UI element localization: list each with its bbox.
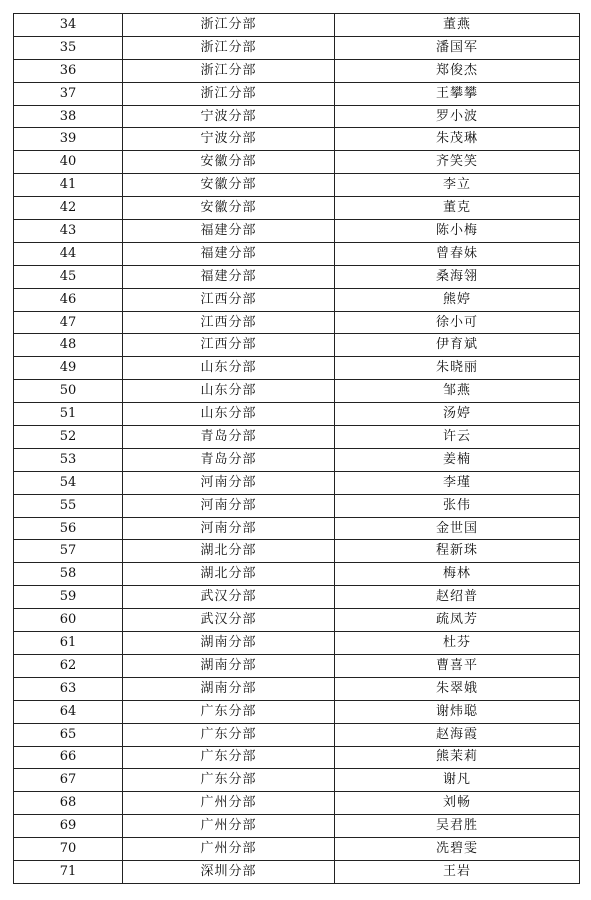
row-number-cell: 50 — [14, 380, 123, 403]
name-cell: 疏凤芳 — [335, 609, 580, 632]
branch-cell: 青岛分部 — [123, 426, 335, 449]
table-row — [14, 471, 580, 494]
name-cell: 王攀攀 — [335, 82, 580, 105]
name-cell: 朱茂琳 — [335, 128, 580, 151]
branch-cell: 武汉分部 — [123, 609, 335, 632]
row-number-cell: 40 — [14, 151, 123, 174]
row-number-cell: 44 — [14, 242, 123, 265]
table-row — [14, 242, 580, 265]
row-number-cell: 56 — [14, 517, 123, 540]
row-number-cell: 47 — [14, 311, 123, 334]
table-row — [14, 815, 580, 838]
row-number-cell: 35 — [14, 36, 123, 59]
branch-cell: 广东分部 — [123, 700, 335, 723]
row-number-cell: 53 — [14, 448, 123, 471]
branch-cell: 山东分部 — [123, 403, 335, 426]
table-row — [14, 265, 580, 288]
row-number-cell: 41 — [14, 174, 123, 197]
table-row — [14, 792, 580, 815]
name-cell: 金世国 — [335, 517, 580, 540]
table-row — [14, 563, 580, 586]
name-cell: 谢炜聪 — [335, 700, 580, 723]
row-number-cell: 69 — [14, 815, 123, 838]
branch-cell: 深圳分部 — [123, 860, 335, 883]
name-cell: 齐笑笑 — [335, 151, 580, 174]
table-row — [14, 540, 580, 563]
branch-cell: 安徽分部 — [123, 174, 335, 197]
name-cell: 陈小梅 — [335, 220, 580, 243]
table-row — [14, 174, 580, 197]
roster-sheet — [13, 13, 578, 884]
name-cell: 熊茉莉 — [335, 746, 580, 769]
table-row — [14, 586, 580, 609]
row-number-cell: 38 — [14, 105, 123, 128]
name-cell: 吴君胜 — [335, 815, 580, 838]
branch-cell: 广州分部 — [123, 815, 335, 838]
row-number-cell: 37 — [14, 82, 123, 105]
name-cell: 邹燕 — [335, 380, 580, 403]
branch-cell: 安徽分部 — [123, 197, 335, 220]
branch-cell: 浙江分部 — [123, 82, 335, 105]
name-cell: 王岩 — [335, 860, 580, 883]
table-row — [14, 838, 580, 861]
branch-cell: 湖南分部 — [123, 677, 335, 700]
branch-cell: 广东分部 — [123, 723, 335, 746]
roster-table-body — [14, 14, 580, 884]
table-row — [14, 14, 580, 37]
row-number-cell: 68 — [14, 792, 123, 815]
branch-cell: 江西分部 — [123, 311, 335, 334]
table-row — [14, 654, 580, 677]
name-cell: 刘畅 — [335, 792, 580, 815]
name-cell: 杜芬 — [335, 632, 580, 655]
branch-cell: 河南分部 — [123, 517, 335, 540]
row-number-cell: 59 — [14, 586, 123, 609]
row-number-cell: 60 — [14, 609, 123, 632]
name-cell: 梅林 — [335, 563, 580, 586]
branch-cell: 青岛分部 — [123, 448, 335, 471]
name-cell: 朱晓丽 — [335, 357, 580, 380]
name-cell: 潘国军 — [335, 36, 580, 59]
table-row — [14, 357, 580, 380]
row-number-cell: 57 — [14, 540, 123, 563]
branch-cell: 宁波分部 — [123, 128, 335, 151]
name-cell: 张伟 — [335, 494, 580, 517]
table-row — [14, 220, 580, 243]
row-number-cell: 58 — [14, 563, 123, 586]
name-cell: 谢凡 — [335, 769, 580, 792]
name-cell: 曾春妹 — [335, 242, 580, 265]
row-number-cell: 39 — [14, 128, 123, 151]
row-number-cell: 52 — [14, 426, 123, 449]
branch-cell: 浙江分部 — [123, 59, 335, 82]
table-row — [14, 403, 580, 426]
row-number-cell: 49 — [14, 357, 123, 380]
table-row — [14, 82, 580, 105]
name-cell: 汤婷 — [335, 403, 580, 426]
branch-cell: 浙江分部 — [123, 36, 335, 59]
name-cell: 冼碧雯 — [335, 838, 580, 861]
branch-cell: 安徽分部 — [123, 151, 335, 174]
branch-cell: 福建分部 — [123, 220, 335, 243]
table-row — [14, 860, 580, 883]
branch-cell: 湖南分部 — [123, 654, 335, 677]
row-number-cell: 63 — [14, 677, 123, 700]
name-cell: 程新珠 — [335, 540, 580, 563]
name-cell: 董克 — [335, 197, 580, 220]
row-number-cell: 48 — [14, 334, 123, 357]
name-cell: 曹喜平 — [335, 654, 580, 677]
table-row — [14, 632, 580, 655]
name-cell: 朱翠娥 — [335, 677, 580, 700]
row-number-cell: 34 — [14, 14, 123, 37]
row-number-cell: 42 — [14, 197, 123, 220]
table-row — [14, 311, 580, 334]
table-row — [14, 517, 580, 540]
table-row — [14, 448, 580, 471]
row-number-cell: 71 — [14, 860, 123, 883]
table-row — [14, 769, 580, 792]
branch-cell: 江西分部 — [123, 288, 335, 311]
row-number-cell: 55 — [14, 494, 123, 517]
table-row — [14, 609, 580, 632]
branch-cell: 河南分部 — [123, 471, 335, 494]
name-cell: 赵绍普 — [335, 586, 580, 609]
table-row — [14, 128, 580, 151]
table-row — [14, 151, 580, 174]
row-number-cell: 61 — [14, 632, 123, 655]
branch-cell: 广东分部 — [123, 746, 335, 769]
name-cell: 罗小波 — [335, 105, 580, 128]
branch-cell: 福建分部 — [123, 265, 335, 288]
row-number-cell: 67 — [14, 769, 123, 792]
table-row — [14, 494, 580, 517]
branch-cell: 武汉分部 — [123, 586, 335, 609]
branch-cell: 浙江分部 — [123, 14, 335, 37]
table-row — [14, 197, 580, 220]
branch-cell: 湖北分部 — [123, 563, 335, 586]
row-number-cell: 43 — [14, 220, 123, 243]
table-row — [14, 36, 580, 59]
name-cell: 徐小可 — [335, 311, 580, 334]
branch-cell: 山东分部 — [123, 357, 335, 380]
row-number-cell: 66 — [14, 746, 123, 769]
table-row — [14, 426, 580, 449]
branch-cell: 湖北分部 — [123, 540, 335, 563]
branch-cell: 山东分部 — [123, 380, 335, 403]
name-cell: 赵海霞 — [335, 723, 580, 746]
row-number-cell: 45 — [14, 265, 123, 288]
table-row — [14, 723, 580, 746]
row-number-cell: 62 — [14, 654, 123, 677]
table-row — [14, 288, 580, 311]
name-cell: 李瑾 — [335, 471, 580, 494]
branch-cell: 宁波分部 — [123, 105, 335, 128]
table-row — [14, 746, 580, 769]
name-cell: 许云 — [335, 426, 580, 449]
name-cell: 桑海翎 — [335, 265, 580, 288]
table-row — [14, 105, 580, 128]
branch-cell: 广州分部 — [123, 838, 335, 861]
branch-cell: 江西分部 — [123, 334, 335, 357]
row-number-cell: 36 — [14, 59, 123, 82]
name-cell: 郑俊杰 — [335, 59, 580, 82]
branch-cell: 广州分部 — [123, 792, 335, 815]
roster-table — [13, 13, 580, 884]
row-number-cell: 65 — [14, 723, 123, 746]
branch-cell: 湖南分部 — [123, 632, 335, 655]
branch-cell: 河南分部 — [123, 494, 335, 517]
table-row — [14, 380, 580, 403]
row-number-cell: 46 — [14, 288, 123, 311]
branch-cell: 福建分部 — [123, 242, 335, 265]
name-cell: 李立 — [335, 174, 580, 197]
name-cell: 熊婷 — [335, 288, 580, 311]
row-number-cell: 64 — [14, 700, 123, 723]
row-number-cell: 54 — [14, 471, 123, 494]
name-cell: 伊育斌 — [335, 334, 580, 357]
branch-cell: 广东分部 — [123, 769, 335, 792]
row-number-cell: 51 — [14, 403, 123, 426]
table-row — [14, 59, 580, 82]
row-number-cell: 70 — [14, 838, 123, 861]
table-row — [14, 677, 580, 700]
table-row — [14, 700, 580, 723]
name-cell: 董燕 — [335, 14, 580, 37]
name-cell: 姜楠 — [335, 448, 580, 471]
table-row — [14, 334, 580, 357]
